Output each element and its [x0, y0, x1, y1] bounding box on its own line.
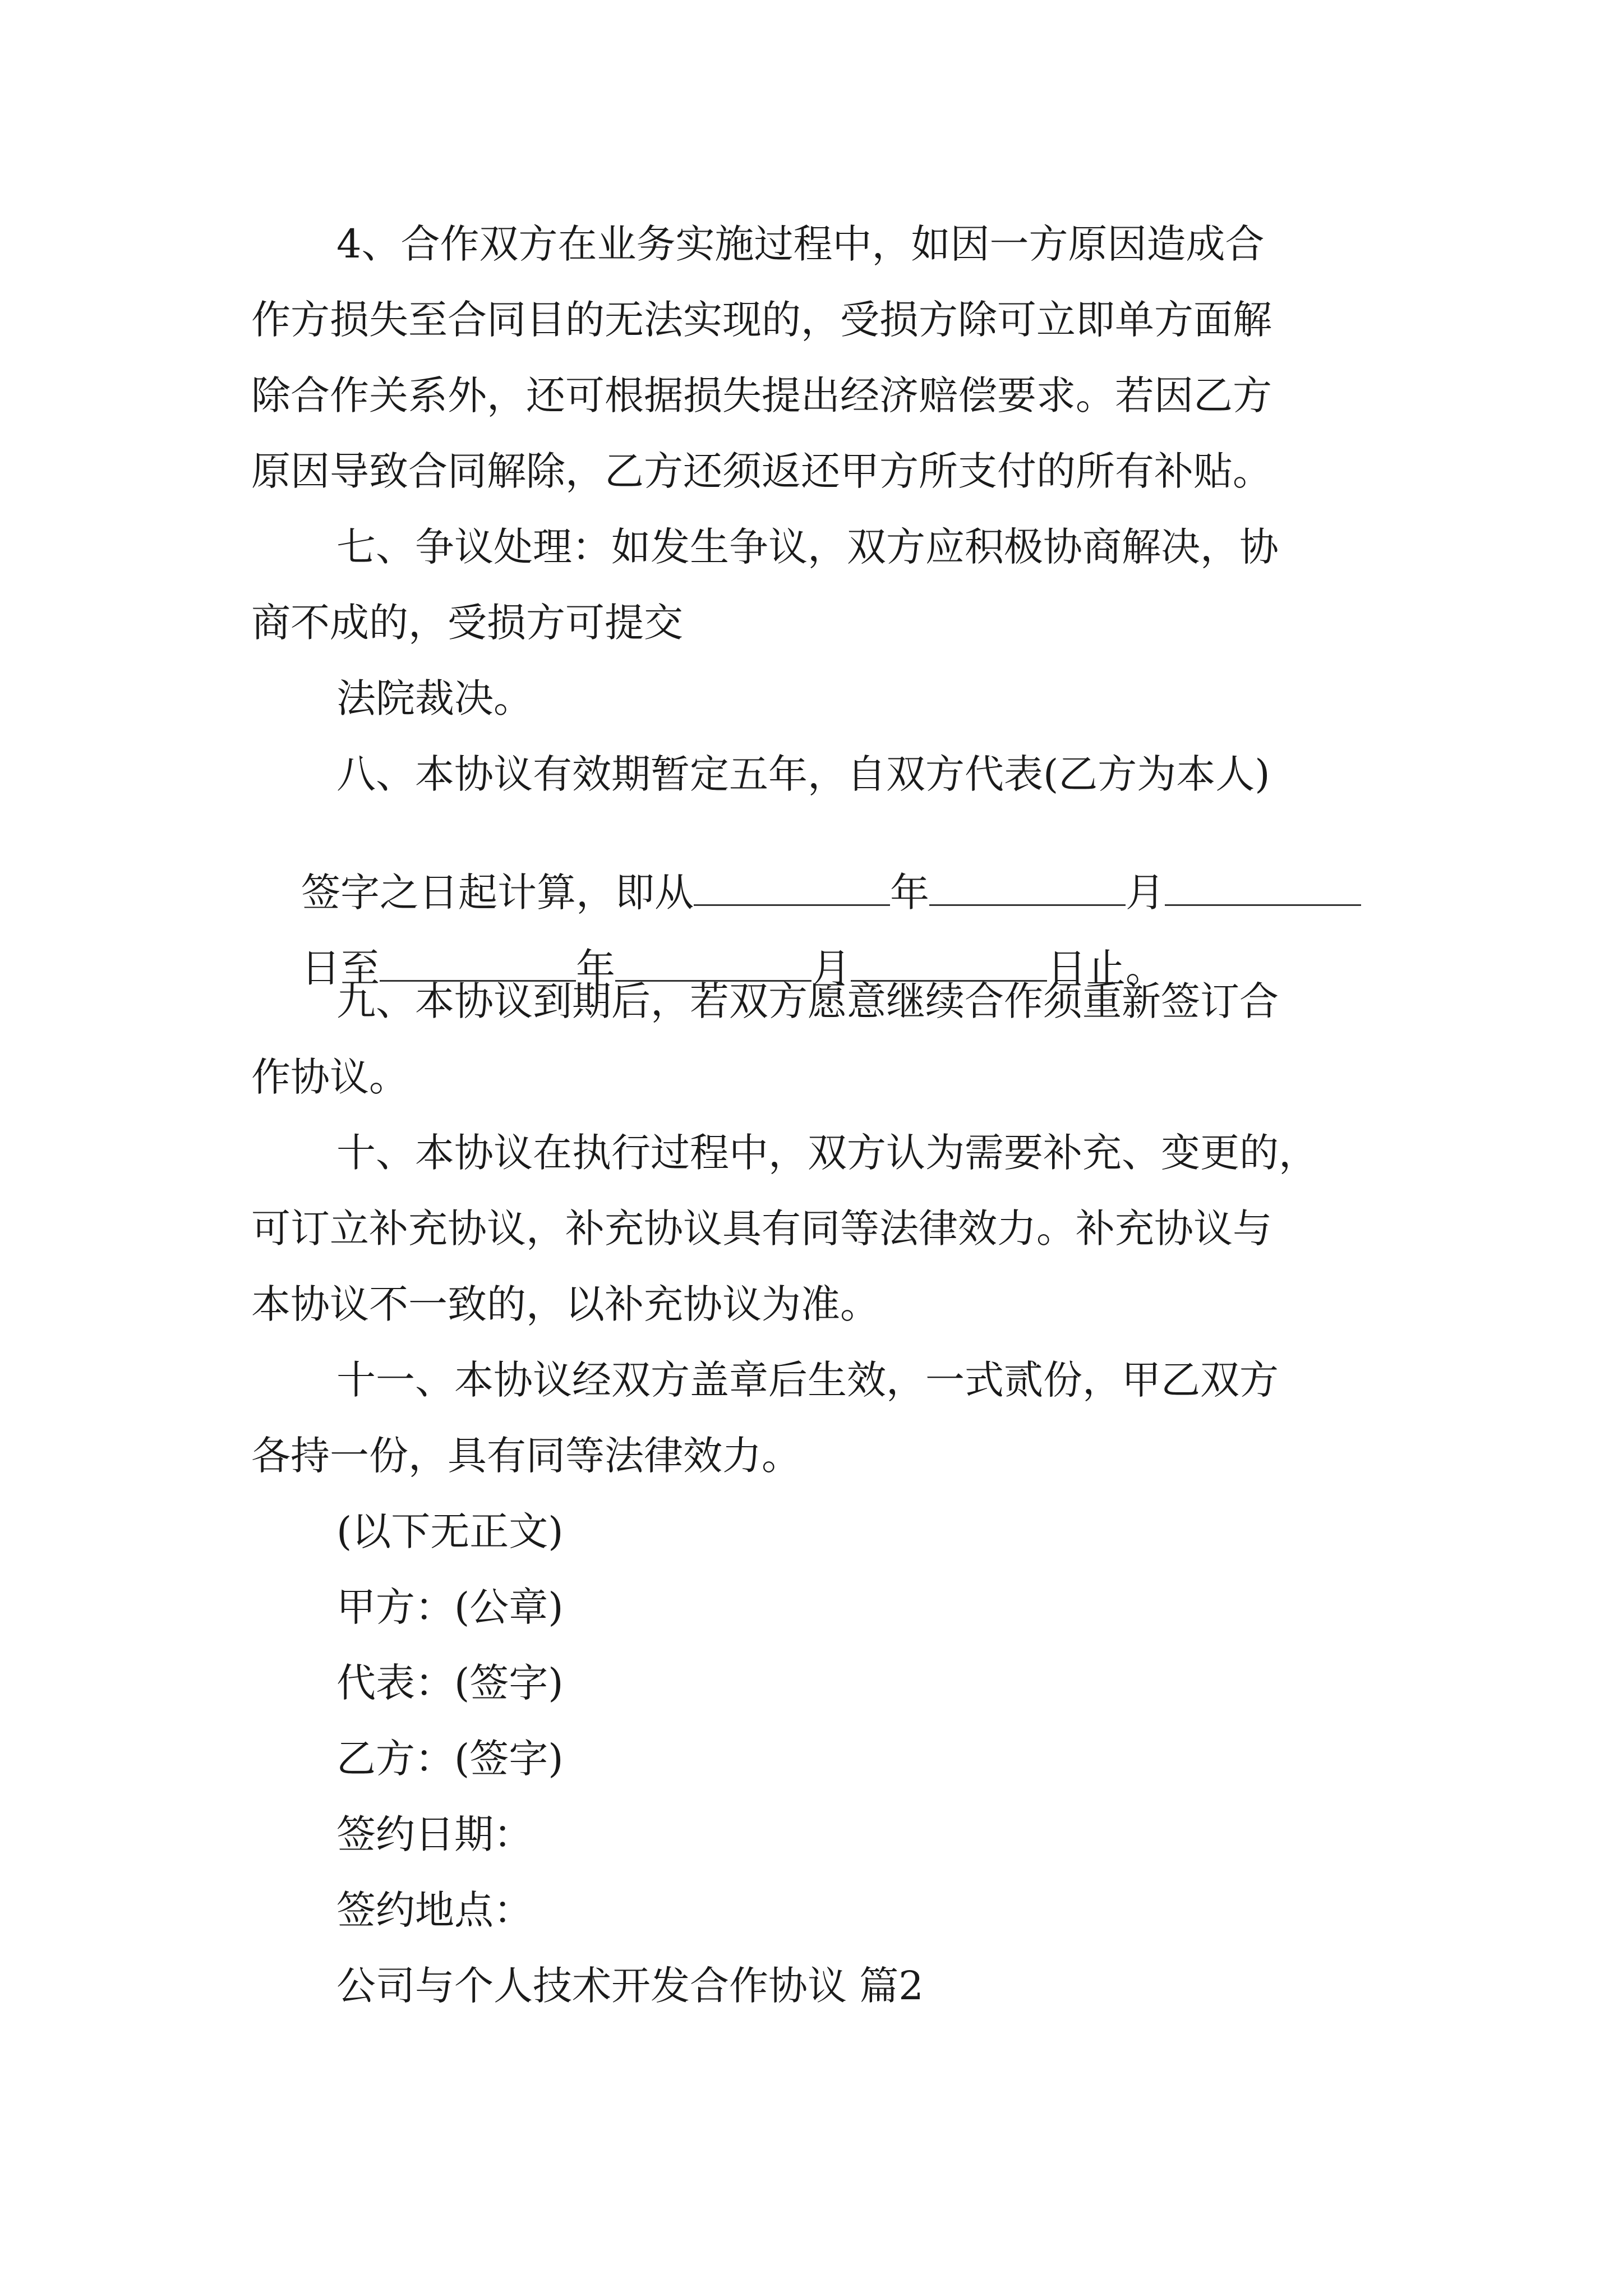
day-to-label: 日至 [301, 945, 380, 991]
paragraph-line: 七、争议处理：如发生争议，双方应积极协商解决，协 [336, 524, 1279, 570]
next-section-title: 公司与个人技术开发合作协议 篇2 [336, 1963, 924, 2009]
month-label: 月 [1126, 869, 1165, 915]
paragraph-line: 十一、本协议经双方盖章后生效，一式贰份，甲乙双方 [336, 1357, 1279, 1403]
party-b-signature: 乙方：(签字) [336, 1736, 564, 1782]
paragraph-line: 法院裁决。 [336, 675, 533, 721]
paragraph-line: 原因导致合同解除，乙方还须返还甲方所支付的所有补贴。 [251, 448, 1272, 494]
paragraph-line: 作方损失至合同目的无法实现的，受损方除可立即单方面解 [251, 297, 1272, 343]
paragraph-line: 商不成的，受损方可提交 [251, 600, 683, 646]
paragraph-line: 各持一份，具有同等法律效力。 [251, 1433, 801, 1479]
year-start-blank[interactable] [694, 869, 890, 906]
month-label: 月 [811, 945, 851, 991]
sign-date: 签约日期： [336, 1811, 533, 1857]
month-start-blank[interactable] [929, 869, 1126, 906]
term-date-prefix: 签字之日起计算，即从 [301, 869, 694, 915]
paragraph-line: 4、合作双方在业务实施过程中，如因一方原因造成合 [336, 221, 1265, 267]
end-label: 日止。 [1047, 945, 1165, 991]
month-end-blank[interactable] [615, 945, 811, 982]
year-end-blank[interactable] [380, 945, 576, 982]
day-start-blank[interactable] [1165, 869, 1361, 906]
paragraph-line: 作协议。 [251, 1054, 408, 1100]
paragraph-line: 本协议不一致的，以补充协议为准。 [251, 1281, 879, 1327]
paragraph-line: 除合作关系外，还可根据损失提出经济赔偿要求。若因乙方 [251, 372, 1272, 418]
paragraph-line: 八、本协议有效期暂定五年，自双方代表(乙方为本人) [336, 751, 1270, 797]
day-end-blank[interactable] [851, 945, 1047, 982]
party-a-seal: 甲方：(公章) [336, 1584, 564, 1630]
sign-place: 签约地点： [336, 1887, 533, 1933]
paragraph-line: 九、本协议到期后，若双方愿意继续合作须重新签订合 [336, 978, 1279, 1024]
paragraph-line: 可订立补充协议，补充协议具有同等法律效力。补充协议与 [251, 1205, 1272, 1251]
representative-signature: 代表：(签字) [336, 1660, 564, 1706]
no-further-text: (以下无正文) [336, 1508, 564, 1554]
year-label: 年 [890, 869, 930, 915]
paragraph-line: 十、本协议在执行过程中，双方认为需要补充、变更的， [336, 1130, 1318, 1176]
year-label: 年 [576, 945, 616, 991]
